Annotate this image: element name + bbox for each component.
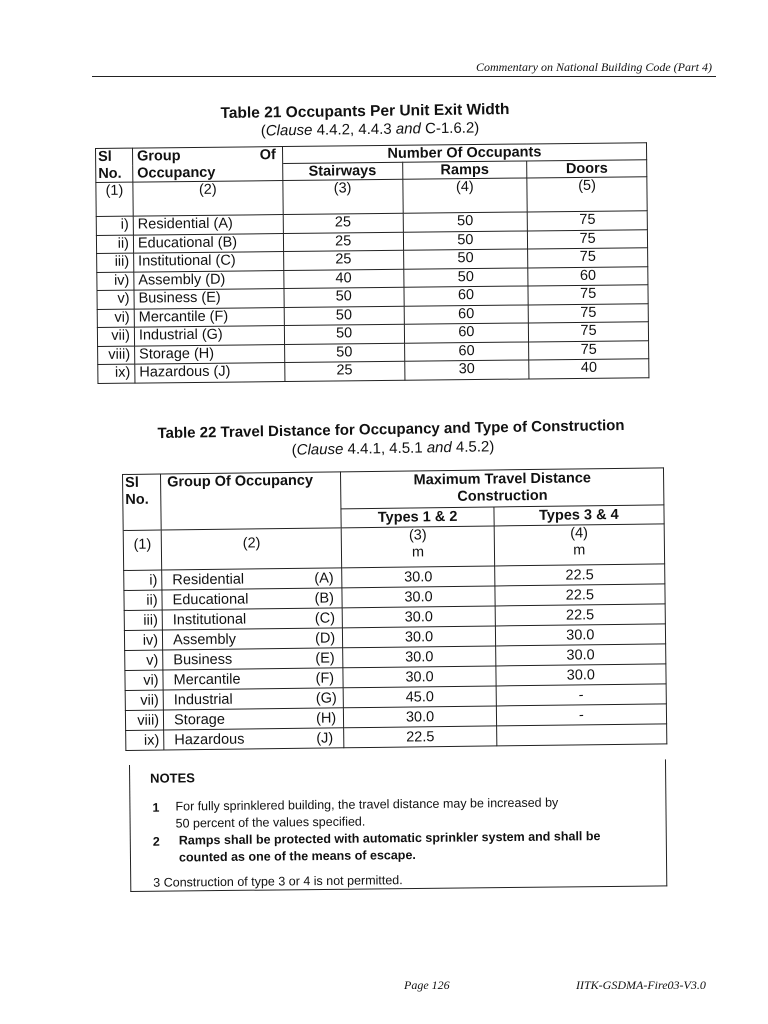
types-1-2-value: 30.0 [343,646,496,668]
stairways-value: 25 [283,250,403,270]
occupancy-group: Assembly (D) [162,628,343,650]
occupancy-group: Business (E) [134,289,284,309]
t21-col-occupancy: Occupancy [133,164,283,183]
types-3-4-value: 22.5 [495,584,666,606]
occupancy-group: Storage (H) [135,344,285,364]
t21-num-1: (1) [96,182,133,216]
running-header [92,58,716,77]
table21-clause: (Clause 4.4.2, 4.4.3 and C-1.6.2) [260,119,480,140]
table22 [122,467,667,751]
row-number: i) [124,570,162,590]
doors-value: 75 [527,211,647,231]
occupancy-group: Institutional (C) [134,252,284,272]
stairways-value: 50 [284,343,404,363]
types-3-4-value: - [496,684,667,706]
note-1-text: For fully sprinklered building, the travel distance may be increased by 50 percent of the values specified. [175,795,559,831]
stairways-value: 25 [283,232,403,252]
occupancy-group: Industrial (G) [134,326,284,346]
types-1-2-value: 30.0 [342,586,495,608]
ramps-value: 50 [403,230,528,250]
types-3-4-value: 30.0 [495,644,666,666]
table22-notes [129,759,667,892]
row-number: iv) [124,630,162,650]
row-number: ix) [126,730,164,750]
types-1-2-value: 30.0 [343,626,496,648]
types-3-4-value: 30.0 [495,624,666,646]
types-1-2-value: 30.0 [342,566,495,588]
table22-title: Table 22 Travel Distance for Occupancy and Type of Construction [157,416,625,443]
note-2-number: 2 [152,834,160,849]
occupancy-group: Hazardous (J) [164,728,345,750]
stairways-value: 25 [283,213,403,233]
notes-heading: NOTES [150,770,196,786]
row-number: vii) [125,690,163,710]
ramps-value: 50 [403,249,528,269]
doors-value: 75 [528,285,648,305]
doors-value: 75 [528,248,648,268]
t21-col-sl: Sl [96,148,133,165]
row-number: iii) [124,610,162,630]
occupancy-group: Hazardous (J) [135,363,285,383]
row-number: vi) [125,670,163,690]
doors-value: 75 [528,229,648,249]
t21-col-stairways: Stairways [282,162,402,180]
t22-col-types-1-2: Types 1 & 2 [341,507,494,528]
t22-num-2: (2) [161,528,342,570]
occupancy-group: Institutional (C) [162,608,343,630]
types-3-4-value: - [496,704,667,726]
doors-value: 75 [528,303,648,323]
row-number: v) [125,650,163,670]
doors-value: 60 [528,266,648,286]
t22-num-3: (3) m [342,526,495,568]
t21-num-3: (3) [283,179,403,214]
row-number: iv) [97,272,134,291]
ramps-value: 50 [403,212,528,232]
document-id: IITK-GSDMA-Fire03-V3.0 [576,978,706,992]
occupancy-group: Storage (H) [163,708,344,730]
occupancy-group: Educational (B) [133,233,283,253]
note-3-text: 3 Construction of type 3 or 4 is not permitted. [153,873,403,890]
ramps-value: 60 [404,341,529,361]
doors-value: 75 [529,340,649,360]
types-1-2-value: 22.5 [344,726,497,748]
stairways-value: 50 [284,306,404,326]
row-number: vi) [97,309,134,328]
note-1-number: 1 [152,800,160,815]
stairways-value: 50 [284,287,404,307]
t22-col-max-distance: Maximum Travel Distance Construction [341,468,664,509]
t21-num-5: (5) [527,177,647,212]
occupancy-group: Residential (A) [133,215,283,235]
occupancy-group: Mercantile (F) [134,307,284,327]
page-number: Page 126 [404,978,450,992]
header-text: Commentary on National Building Code (Part 4) [476,60,712,74]
types-3-4-value: 22.5 [494,564,665,586]
row-number: ii) [96,235,133,254]
types-1-2-value: 45.0 [344,686,497,708]
stairways-value: 40 [284,269,404,289]
note-2-text: Ramps shall be protected with automatic sprinkler system and shall be counted as one of the means of escape. [178,829,601,865]
ramps-value: 30 [404,360,529,380]
t21-num-2: (2) [133,181,283,217]
row-number: ii) [124,590,162,610]
doors-value: 75 [529,322,649,342]
occupancy-group: Business (E) [163,648,344,670]
doors-value: 40 [529,359,649,379]
types-3-4-value [496,724,667,746]
stairways-value: 25 [285,361,405,381]
table21 [95,142,649,383]
table22-clause: (Clause 4.4.1, 4.5.1 and 4.5.2) [291,438,495,459]
occupancy-group: Industrial (G) [163,688,344,710]
ramps-value: 60 [404,286,529,306]
stairways-value: 50 [284,324,404,344]
t22-col-group: Group Of Occupancy [161,472,342,530]
t22-num-4: (4) m [494,524,665,566]
t21-col-sl-no: No. [96,165,133,182]
row-number: viii) [125,710,163,730]
ramps-value: 60 [404,323,529,343]
row-number: ix) [98,364,135,383]
types-3-4-value: 30.0 [496,664,667,686]
t22-col-types-3-4: Types 3 & 4 [494,505,665,526]
t21-num-4: (4) [402,178,527,213]
t21-col-doors: Doors [527,160,647,178]
t21-col-group: Group Of [132,147,282,166]
ramps-value: 60 [404,304,529,324]
row-number: viii) [98,346,135,365]
t21-col-ramps: Ramps [402,161,527,179]
row-number: i) [96,216,133,235]
row-number: v) [97,290,134,309]
ramps-value: 50 [403,267,528,287]
table21-title: Table 21 Occupants Per Unit Exit Width [220,100,510,123]
types-1-2-value: 30.0 [343,666,496,688]
row-number: iii) [97,253,134,272]
types-1-2-value: 30.0 [343,606,496,628]
t21-col-number-of-occupants: Number Of Occupants [282,143,646,164]
row-number: vii) [97,327,134,346]
occupancy-group: Mercantile (F) [163,668,344,690]
types-3-4-value: 22.5 [495,604,666,626]
t22-num-1: (1) [123,530,162,570]
t22-col-sl: Sl No. [123,474,162,530]
types-1-2-value: 30.0 [344,706,497,728]
occupancy-group: Residential (A) [162,568,343,590]
occupancy-group: Educational (B) [162,588,343,610]
occupancy-group: Assembly (D) [134,270,284,290]
